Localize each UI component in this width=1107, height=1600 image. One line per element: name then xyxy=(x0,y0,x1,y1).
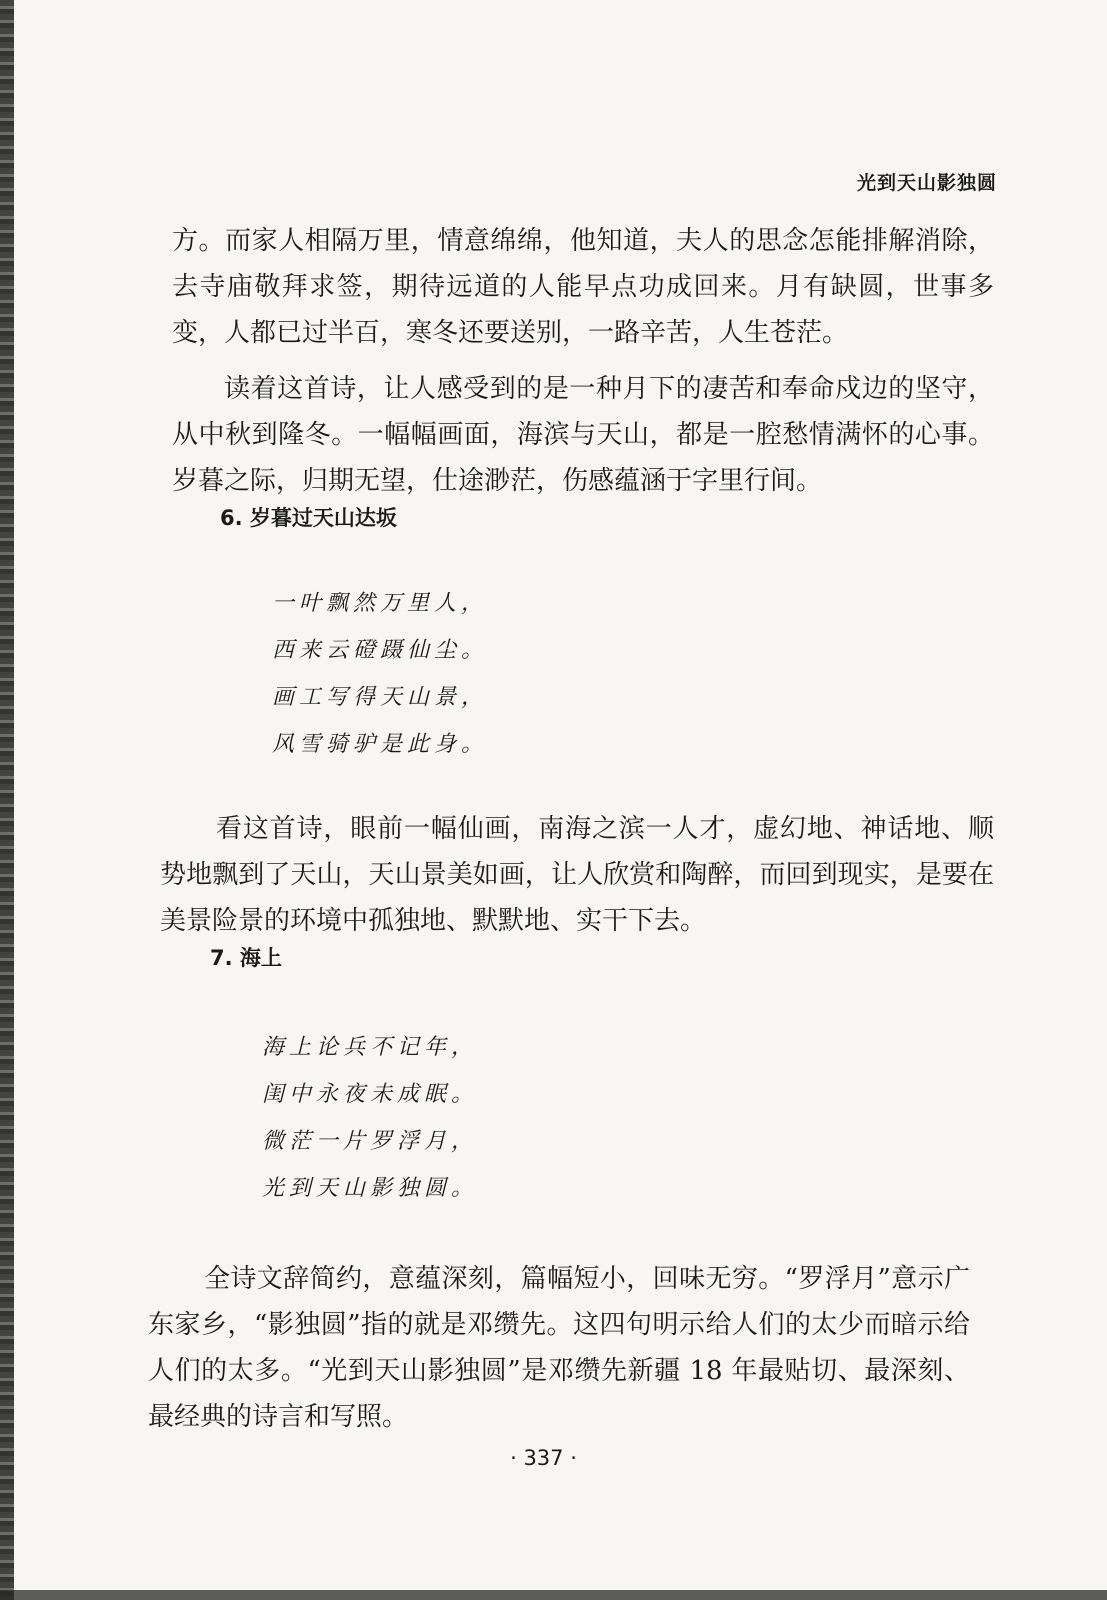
scan-bottom-edge xyxy=(0,1590,1107,1600)
poem-line: 闺中永夜未成眠。 xyxy=(262,1082,479,1107)
poem-7 xyxy=(262,1024,478,1212)
section-heading-6: 6. 岁暮过天山达坂 xyxy=(220,506,397,530)
page-number: · 337 · xyxy=(510,1446,577,1470)
paragraph-commentary-7: 全诗文辞简约，意蕴深刻，篇幅短小，回味无穷。“罗浮月”意示广东家乡，“影独圆”指的就是邓缵先。这四句明示给人们的太少而暗示给人们的太多。“光到天山影独圆”是邓缵先新疆 18 年最贴切、最深刻、最经典的诗言和写照。 xyxy=(148,1264,970,1432)
poem-6 xyxy=(272,580,488,768)
poem-line: 画工写得天山景， xyxy=(272,685,489,710)
poem-line: 西来云磴蹑仙尘。 xyxy=(272,638,489,663)
scan-binding-edge xyxy=(0,0,14,1600)
paragraph-commentary-6: 看这首诗，眼前一幅仙画，南海之滨一人才，虚幻地、神话地、顺势地飘到了天山，天山景美如画，让人欣赏和陶醉，而回到现实，是要在美景险景的环境中孤独地、默默地、实干下去。 xyxy=(160,814,994,936)
paragraph-commentary-5: 读着这首诗，让人感受到的是一种月下的凄苦和奉命戍边的坚守，从中秋到隆冬。一幅幅画面，海滨与天山，都是一腔愁情满怀的心事。岁暮之际，归期无望，仕途渺茫，伤感蕴涵于字里行间。 xyxy=(172,374,994,496)
poem-line: 海上论兵不记年， xyxy=(262,1035,479,1060)
poem-line: 光到天山影独圆。 xyxy=(262,1176,479,1201)
poem-line: 风雪骑驴是此身。 xyxy=(272,732,489,757)
section-heading-7: 7. 海上 xyxy=(210,946,282,970)
paragraph-continuation: 方。而家人相隔万里，情意绵绵，他知道，夫人的思念怎能排解消除，去寺庙敬拜求签，期待远道的人能早点功成回来。月有缺圆，世事多变，人都已过半百，寒冬还要送别，一路辛苦，人生苍茫。 xyxy=(172,226,994,348)
poem-line: 一叶飘然万里人， xyxy=(272,591,489,616)
poem-line: 微茫一片罗浮月， xyxy=(262,1129,479,1154)
running-header: 光到天山影独圆 xyxy=(856,172,997,194)
